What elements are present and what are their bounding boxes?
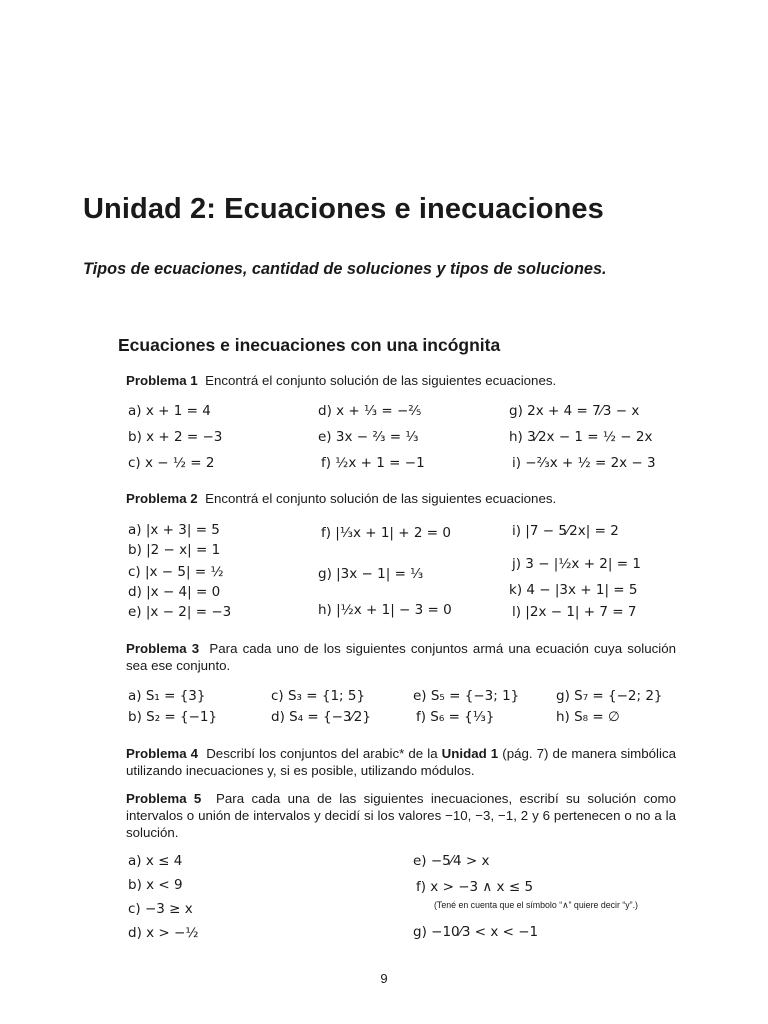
problem-4-statement	[126, 745, 676, 779]
problem-3-text: Para cada uno de los siguientes conjuntos armá una ecuación cuya solución sea ese conjunto.	[126, 641, 677, 673]
page-number: 9	[380, 971, 388, 986]
problem-4-unit-reference: Unidad 1	[441, 746, 499, 761]
exercise-item: a) |x + 3| = 5	[128, 522, 220, 538]
problem-2-label: Problema 2	[126, 491, 198, 506]
exercise-item: c) S₃ = {1; 5}	[271, 688, 366, 704]
exercise-item: h) 3⁄2x − 1 = ½ − 2x	[509, 429, 653, 445]
problem-1-label: Problema 1	[126, 373, 198, 388]
problem-5-statement	[126, 790, 676, 841]
exercise-item: g) −10⁄3 < x < −1	[413, 924, 539, 940]
exercise-item: h) |½x + 1| − 3 = 0	[318, 602, 452, 618]
problem-2-text: Encontrá el conjunto solución de las siguientes ecuaciones.	[205, 491, 557, 506]
exercise-item: j) 3 − |½x + 2| = 1	[512, 556, 641, 572]
problem-5-label: Problema 5	[126, 791, 202, 806]
exercise-item: g) 2x + 4 = 7⁄3 − x	[509, 403, 640, 419]
exercise-item: i) −⅔x + ½ = 2x − 3	[512, 455, 656, 471]
problem-1-statement	[126, 372, 676, 389]
problem-1-text: Encontrá el conjunto solución de las siguientes ecuaciones.	[205, 373, 557, 388]
exercise-item: f) S₆ = {⅓}	[416, 709, 495, 725]
and-symbol-note: (Tené en cuenta que el símbolo “∧” quiere decir “y”.)	[434, 900, 638, 910]
exercise-item: d) |x − 4| = 0	[128, 584, 221, 600]
exercise-item: i) |7 − 5⁄2x| = 2	[512, 523, 619, 539]
problem-4-text-before: Describí los conjuntos del arabic* de la	[206, 746, 438, 761]
exercise-item: d) x > −½	[128, 925, 199, 941]
exercise-item: a) x ≤ 4	[128, 853, 183, 869]
exercise-item: b) x < 9	[128, 877, 183, 893]
section-title: Ecuaciones e inecuaciones con una incógnita	[118, 335, 501, 355]
exercise-item: a) x + 1 = 4	[128, 403, 211, 419]
exercise-item: h) S₈ = ∅	[556, 709, 620, 725]
exercise-item: e) −5⁄4 > x	[413, 853, 490, 869]
exercise-item: a) S₁ = {3}	[128, 688, 206, 704]
problem-4-label: Problema 4	[126, 746, 199, 761]
exercise-item: c) |x − 5| = ½	[128, 564, 224, 580]
problem-2-statement	[126, 490, 676, 507]
problem-3-statement	[126, 640, 676, 674]
exercise-item: k) 4 − |3x + 1| = 5	[509, 582, 638, 598]
problem-3-label: Problema 3	[126, 641, 200, 656]
exercise-item: d) S₄ = {−3⁄2}	[271, 709, 371, 725]
exercise-item: b) |2 − x| = 1	[128, 542, 221, 558]
exercise-item: b) x + 2 = −3	[128, 429, 223, 445]
problem-5-text: Para cada una de las siguientes inecuaciones, escribí su solución como intervalos o unión de intervalos y decidí si los valores −10, −3, −1, 2 y 6 pertenecen o no a la solución.	[126, 791, 677, 840]
problem-4-text-after: (pág. 7) de manera simbólica utilizando inecuaciones y, si es posible, utilizando módulos.	[126, 746, 676, 778]
exercise-item: e) S₅ = {−3; 1}	[413, 688, 520, 704]
exercise-item: d) x + ⅓ = −⅖	[318, 403, 422, 419]
exercise-item: e) 3x − ⅔ = ⅓	[318, 429, 419, 445]
exercise-item: f) ½x + 1 = −1	[321, 455, 425, 471]
exercise-item: b) S₂ = {−1}	[128, 709, 218, 725]
exercise-item: e) |x − 2| = −3	[128, 604, 232, 620]
exercise-item: g) |3x − 1| = ⅓	[318, 566, 424, 582]
exercise-item: g) S₇ = {−2; 2}	[556, 688, 663, 704]
unit-title: Unidad 2: Ecuaciones e inecuaciones	[83, 193, 604, 225]
exercise-item: l) |2x − 1| + 7 = 7	[512, 604, 637, 620]
exercise-item: c) −3 ≥ x	[128, 901, 193, 917]
unit-subtitle: Tipos de ecuaciones, cantidad de soluciones y tipos de soluciones.	[83, 260, 607, 278]
exercise-item: f) |⅓x + 1| + 2 = 0	[321, 525, 451, 541]
exercise-item: f) x > −3 ∧ x ≤ 5	[416, 879, 534, 895]
exercise-item: c) x − ½ = 2	[128, 455, 215, 471]
